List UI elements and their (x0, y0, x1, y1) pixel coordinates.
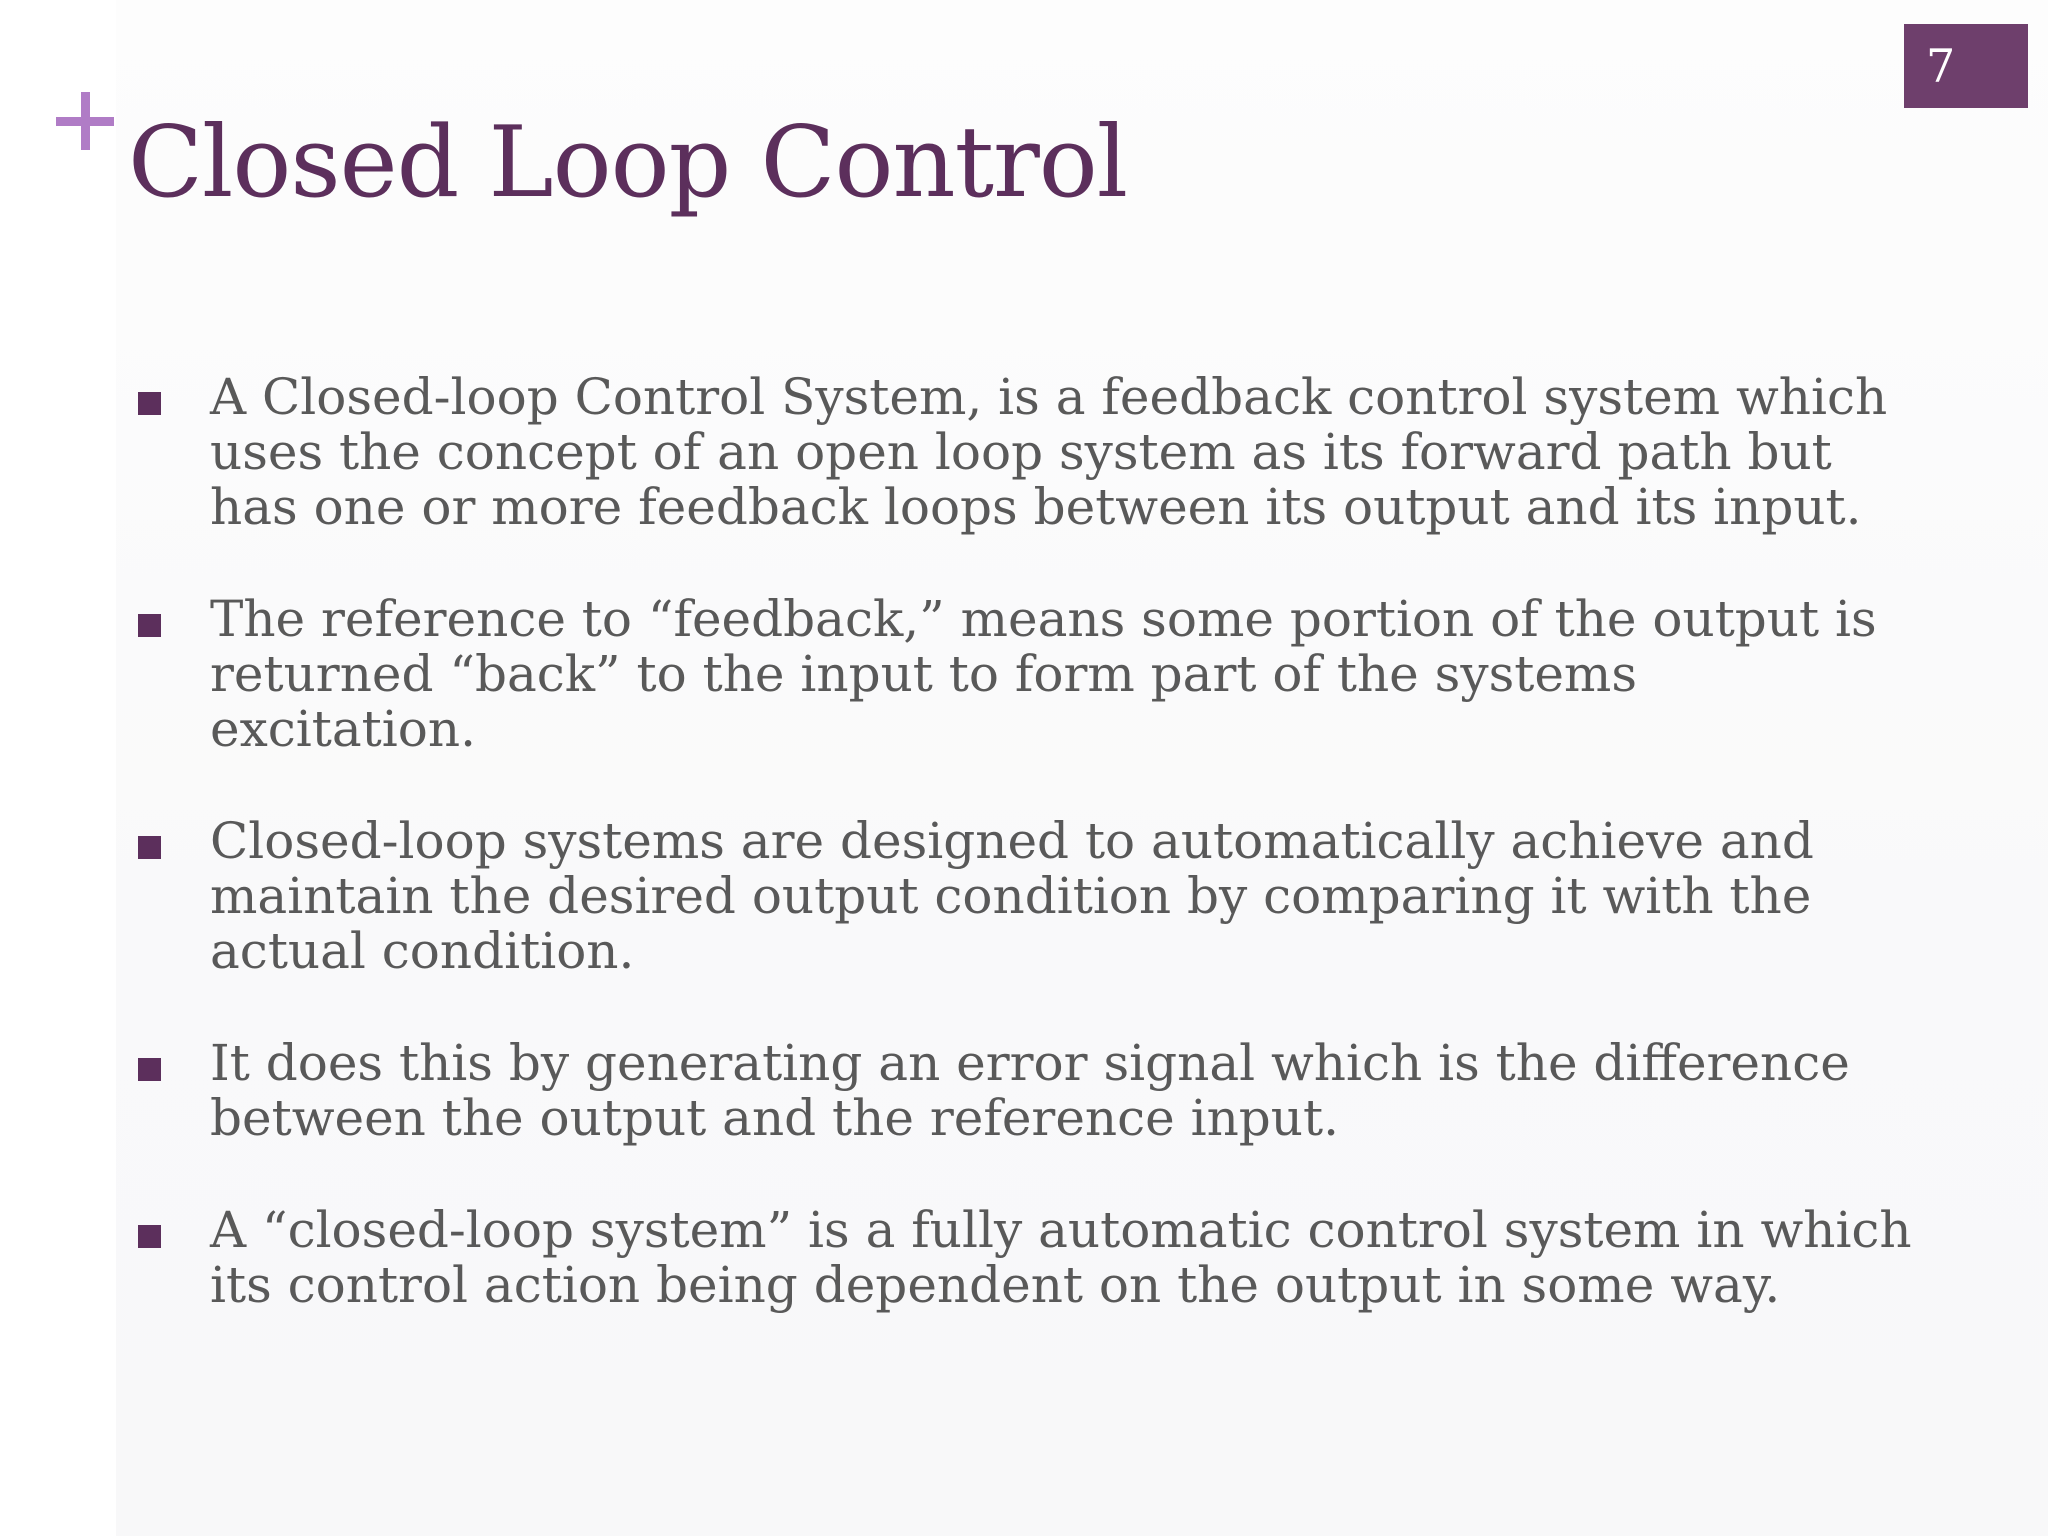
bullet-text: It does this by generating an error signal which is the difference between the output and the reference input. (210, 1034, 1850, 1147)
bullet-item (134, 370, 1914, 535)
square-bullet-icon (138, 1058, 161, 1081)
slide-number: 7 (1904, 24, 2028, 108)
square-bullet-icon (138, 1225, 161, 1248)
square-bullet-icon (138, 392, 161, 415)
bullet-list (134, 370, 1914, 1370)
plus-icon-vertical-bar (81, 92, 90, 150)
bullet-item (134, 1036, 1914, 1146)
bullet-item (134, 814, 1914, 979)
bullet-item (134, 592, 1914, 757)
slide-title: Closed Loop Control (128, 106, 1128, 220)
bullet-text: The reference to “feedback,” means some portion of the output is returned “back” to the input to form part of the systems excitation. (210, 590, 1877, 758)
square-bullet-icon (138, 836, 161, 859)
bullet-item (134, 1203, 1914, 1313)
bullet-text: Closed-loop systems are designed to automatically achieve and maintain the desired output condition by comparing it with the actual condition. (210, 812, 1814, 980)
plus-icon (56, 92, 114, 150)
bullet-text: A “closed-loop system” is a fully automatic control system in which its control action being dependent on the output in some way. (210, 1201, 1912, 1314)
square-bullet-icon (138, 614, 161, 637)
bullet-text: A Closed-loop Control System, is a feedback control system which uses the concept of an open loop system as its forward path but has one or more feedback loops between its output and its input. (210, 368, 1888, 536)
